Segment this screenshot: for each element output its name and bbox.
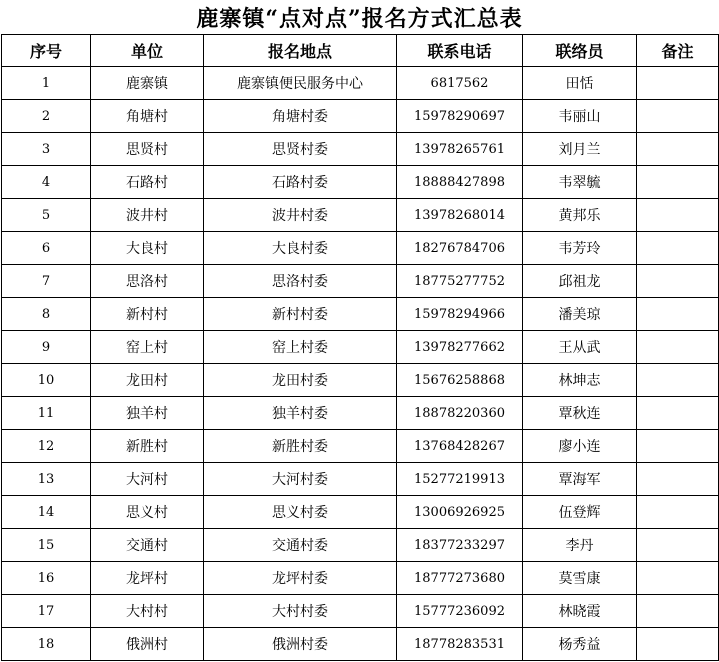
cell-remark — [637, 463, 719, 496]
cell-location: 思洛村委 — [204, 265, 397, 298]
cell-location: 大村村委 — [204, 595, 397, 628]
cell-remark — [637, 562, 719, 595]
cell-index: 9 — [2, 331, 91, 364]
cell-location: 独羊村委 — [204, 397, 397, 430]
cell-index: 13 — [2, 463, 91, 496]
cell-unit: 石路村 — [91, 166, 204, 199]
cell-location: 俄洲村委 — [204, 628, 397, 661]
cell-contact: 黄邦乐 — [523, 199, 637, 232]
cell-index: 5 — [2, 199, 91, 232]
table-row — [2, 265, 719, 298]
cell-remark — [637, 166, 719, 199]
cell-remark — [637, 199, 719, 232]
cell-unit: 俄洲村 — [91, 628, 204, 661]
cell-phone: 15277219913 — [397, 463, 523, 496]
cell-unit: 龙田村 — [91, 364, 204, 397]
cell-remark — [637, 232, 719, 265]
cell-location: 交通村委 — [204, 529, 397, 562]
cell-index: 18 — [2, 628, 91, 661]
cell-phone: 18888427898 — [397, 166, 523, 199]
cell-index: 6 — [2, 232, 91, 265]
cell-unit: 交通村 — [91, 529, 204, 562]
cell-unit: 思贤村 — [91, 133, 204, 166]
table-row — [2, 331, 719, 364]
cell-unit: 新村村 — [91, 298, 204, 331]
cell-index: 4 — [2, 166, 91, 199]
cell-index: 12 — [2, 430, 91, 463]
cell-contact: 刘月兰 — [523, 133, 637, 166]
cell-index: 3 — [2, 133, 91, 166]
cell-unit: 独羊村 — [91, 397, 204, 430]
table-row — [2, 562, 719, 595]
cell-index: 10 — [2, 364, 91, 397]
header-contact: 联络员 — [523, 35, 637, 67]
cell-contact: 潘美琼 — [523, 298, 637, 331]
cell-location: 龙田村委 — [204, 364, 397, 397]
cell-phone: 15978294966 — [397, 298, 523, 331]
cell-location: 波井村委 — [204, 199, 397, 232]
header-remark: 备注 — [637, 35, 719, 67]
cell-contact: 杨秀益 — [523, 628, 637, 661]
table-header-row — [2, 35, 719, 67]
table-row — [2, 166, 719, 199]
cell-contact: 伍登辉 — [523, 496, 637, 529]
cell-index: 16 — [2, 562, 91, 595]
cell-index: 15 — [2, 529, 91, 562]
cell-contact: 廖小连 — [523, 430, 637, 463]
table-row — [2, 529, 719, 562]
table-row — [2, 232, 719, 265]
cell-unit: 窑上村 — [91, 331, 204, 364]
cell-phone: 18777273680 — [397, 562, 523, 595]
cell-location: 窑上村委 — [204, 331, 397, 364]
cell-contact: 覃海军 — [523, 463, 637, 496]
cell-phone: 15676258868 — [397, 364, 523, 397]
cell-location: 大良村委 — [204, 232, 397, 265]
cell-contact: 李丹 — [523, 529, 637, 562]
cell-contact: 韦芳玲 — [523, 232, 637, 265]
cell-index: 11 — [2, 397, 91, 430]
cell-unit: 思洛村 — [91, 265, 204, 298]
cell-remark — [637, 397, 719, 430]
table-row — [2, 463, 719, 496]
cell-location: 鹿寨镇便民服务中心 — [204, 67, 397, 100]
document-title: 鹿寨镇“点对点”报名方式汇总表 — [196, 6, 523, 32]
cell-index: 14 — [2, 496, 91, 529]
cell-phone: 18778283531 — [397, 628, 523, 661]
cell-location: 石路村委 — [204, 166, 397, 199]
cell-index: 1 — [2, 67, 91, 100]
cell-unit: 角塘村 — [91, 100, 204, 133]
cell-phone: 15777236092 — [397, 595, 523, 628]
cell-unit: 思义村 — [91, 496, 204, 529]
cell-phone: 13978277662 — [397, 331, 523, 364]
cell-unit: 新胜村 — [91, 430, 204, 463]
cell-unit: 波井村 — [91, 199, 204, 232]
table-row — [2, 364, 719, 397]
cell-phone: 13978265761 — [397, 133, 523, 166]
cell-phone: 6817562 — [397, 67, 523, 100]
cell-remark — [637, 364, 719, 397]
cell-contact: 覃秋连 — [523, 397, 637, 430]
cell-index: 7 — [2, 265, 91, 298]
table-row — [2, 199, 719, 232]
cell-unit: 鹿寨镇 — [91, 67, 204, 100]
table-body — [2, 67, 719, 661]
table-row — [2, 430, 719, 463]
cell-remark — [637, 298, 719, 331]
cell-unit: 龙坪村 — [91, 562, 204, 595]
cell-remark — [637, 595, 719, 628]
cell-unit: 大河村 — [91, 463, 204, 496]
cell-phone: 13768428267 — [397, 430, 523, 463]
cell-location: 龙坪村委 — [204, 562, 397, 595]
header-unit: 单位 — [91, 35, 204, 67]
cell-remark — [637, 331, 719, 364]
cell-phone: 15978290697 — [397, 100, 523, 133]
table-row — [2, 100, 719, 133]
cell-location: 思义村委 — [204, 496, 397, 529]
table-row — [2, 595, 719, 628]
cell-index: 8 — [2, 298, 91, 331]
cell-index: 2 — [2, 100, 91, 133]
cell-contact: 莫雪康 — [523, 562, 637, 595]
table-row — [2, 67, 719, 100]
cell-phone: 18377233297 — [397, 529, 523, 562]
cell-phone: 18878220360 — [397, 397, 523, 430]
header-index: 序号 — [2, 35, 91, 67]
table-row — [2, 397, 719, 430]
cell-contact: 韦丽山 — [523, 100, 637, 133]
cell-index: 17 — [2, 595, 91, 628]
cell-location: 大河村委 — [204, 463, 397, 496]
cell-contact: 田恬 — [523, 67, 637, 100]
cell-remark — [637, 430, 719, 463]
cell-remark — [637, 628, 719, 661]
cell-phone: 13006926925 — [397, 496, 523, 529]
cell-phone: 18276784706 — [397, 232, 523, 265]
cell-contact: 韦翠毓 — [523, 166, 637, 199]
registration-table — [1, 34, 719, 661]
cell-remark — [637, 529, 719, 562]
cell-location: 新胜村委 — [204, 430, 397, 463]
header-location: 报名地点 — [204, 35, 397, 67]
cell-remark — [637, 100, 719, 133]
cell-phone: 13978268014 — [397, 199, 523, 232]
cell-contact: 林晓霞 — [523, 595, 637, 628]
cell-location: 新村村委 — [204, 298, 397, 331]
cell-unit: 大村村 — [91, 595, 204, 628]
cell-remark — [637, 67, 719, 100]
cell-contact: 林坤志 — [523, 364, 637, 397]
cell-contact: 邱祖龙 — [523, 265, 637, 298]
cell-unit: 大良村 — [91, 232, 204, 265]
header-phone: 联系电话 — [397, 35, 523, 67]
table-row — [2, 496, 719, 529]
table-row — [2, 628, 719, 661]
cell-remark — [637, 133, 719, 166]
cell-location: 思贤村委 — [204, 133, 397, 166]
table-row — [2, 298, 719, 331]
cell-contact: 王从武 — [523, 331, 637, 364]
cell-location: 角塘村委 — [204, 100, 397, 133]
cell-remark — [637, 265, 719, 298]
table-row — [2, 133, 719, 166]
cell-remark — [637, 496, 719, 529]
cell-phone: 18775277752 — [397, 265, 523, 298]
